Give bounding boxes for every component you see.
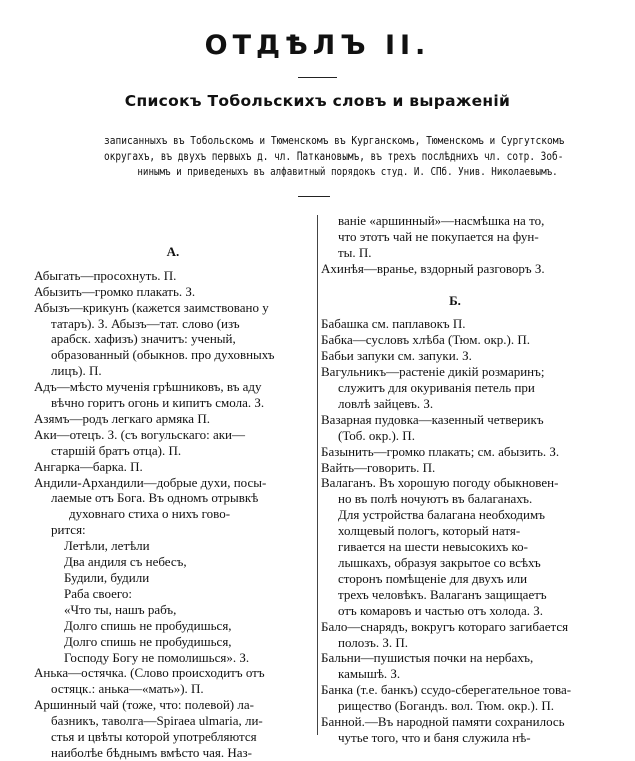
dictionary-line: Вагульникъ—растеніе дикій розмаринъ;	[321, 364, 545, 380]
dictionary-line: Бабка—сусловъ хлѣба (Тюм. окр.). П.	[321, 332, 530, 348]
dictionary-line: Бальни—пушистыя почки на нербахъ,	[321, 650, 534, 666]
dictionary-line: лаемые отъ Бога. Въ одномъ отрывкѣ	[51, 490, 259, 506]
dictionary-line: Абызъ—крикунъ (кажется заимствовано у	[34, 299, 269, 315]
dictionary-line: ты. П.	[338, 244, 372, 260]
dictionary-line: Бабьи запуки см. запуки. З.	[321, 348, 472, 364]
dictionary-line: остяцк.: анька—«мать»). П.	[51, 681, 204, 697]
spacer	[321, 308, 589, 316]
dictionary-line: Валаганъ. Въ хорошую погоду обыкновен-	[321, 475, 559, 491]
dictionary-line: Аршинный чай (тоже, что: полевой) ла-	[34, 697, 254, 713]
dictionary-line: Будили, будили	[64, 570, 150, 586]
dictionary-line: Вазарная пудовка—казенный четверикъ	[321, 411, 544, 427]
dictionary-line: Долго спишь не пробудишься,	[64, 633, 232, 649]
dictionary-line: рищество (Богандъ. вол. Тюм. окр.). П.	[338, 698, 554, 714]
dictionary-line: Абыгать—просохнуть. П.	[34, 267, 177, 283]
dictionary-line: наиболѣе бѣднымъ вмѣсто чая. Наз-	[51, 744, 253, 760]
dictionary-line: Андили-Архандили—добрые духи, посы-	[34, 474, 267, 490]
dictionary-line: чутье того, что и баня служила нѣ-	[338, 729, 531, 745]
column-divider	[317, 215, 318, 735]
dictionary-line: Банной.—Въ народной памяти сохранилось	[321, 714, 565, 730]
intro-paragraph	[104, 134, 564, 179]
letter-heading: Б.	[449, 292, 461, 308]
dictionary-line: базникъ, таволга—Spiraea ulmaria, ли-	[51, 713, 263, 729]
dictionary-line: Адъ—мѣсто мученія грѣшниковъ, въ аду	[34, 379, 262, 395]
dictionary-line: отъ комаровъ и частью отъ холода. З.	[338, 602, 544, 618]
dictionary-line: ловлѣ зайцевъ. З.	[338, 395, 434, 411]
dictionary-line: Банка (т.е. банкъ) ссудо-сберегательное това-	[321, 682, 572, 698]
dictionary-line: стья и цвѣты которой употребляются	[51, 729, 257, 745]
spacer	[34, 260, 312, 268]
dictionary-line: трехъ человѣкъ. Валаганъ защищаетъ	[338, 586, 547, 602]
letter-heading: А.	[166, 243, 180, 259]
intro-line: нинымъ и приведеныхъ въ алфавитный порядокъ студ. И. СПб. Унив. Николаевымъ.	[137, 165, 558, 178]
dictionary-line: что этотъ чай не покупается на фун-	[338, 228, 539, 244]
dictionary-line: арабск. хафизъ) значитъ: ученый,	[51, 331, 236, 347]
dictionary-line: старшій братъ отца). П.	[51, 442, 182, 458]
title-rule	[298, 77, 337, 78]
dictionary-line: но въ полѣ ночуютъ въ балаганахъ.	[338, 491, 533, 507]
intro-line: округахъ, въ двухъ первыхъ д. чл. Паткановымъ, въ трехъ послѣднихъ чл. сотр. Зоб-	[104, 150, 564, 163]
dictionary-line: лышкахъ, образуя закрытое со всѣхъ	[338, 555, 541, 571]
dictionary-line: Азямъ—родъ легкаго армяка П.	[34, 410, 210, 426]
dictionary-line: Базынить—громко плакать; см. абызить. З.	[321, 443, 560, 459]
dictionary-line: служитъ для окуриванія петель при	[338, 380, 535, 396]
dictionary-line: Вайть—говорить. П.	[321, 459, 436, 475]
dictionary-line: лицъ). П.	[51, 363, 102, 379]
dictionary-line: Анька—остячка. (Слово происходитъ отъ	[34, 665, 265, 681]
dictionary-line: рится:	[51, 522, 86, 538]
dictionary-line: Ангарка—барка. П.	[34, 458, 143, 474]
dictionary-line: Раба своего:	[64, 585, 133, 601]
spacer	[34, 228, 312, 244]
intro-line: записанныхъ въ Тобольскомъ и Тюменскомъ въ Курганскомъ, Тюменскомъ и Сургутскомъ	[104, 135, 565, 147]
dictionary-line: Аки—отецъ. З. (съ вогульскаго: аки—	[34, 426, 246, 442]
dictionary-line: Бабашка см. паплавокъ П.	[321, 316, 466, 332]
dictionary-line: вѣчно горитъ огонь и кипитъ смола. З.	[51, 395, 265, 411]
dictionary-line: гивается на шести невысокихъ ко-	[338, 539, 528, 555]
dictionary-line: ваніе «аршинный»—насмѣшка на то,	[338, 213, 545, 228]
dictionary-line: холщевый пологъ, который натя-	[338, 523, 521, 539]
dictionary-line: (Тоб. окр.). П.	[338, 427, 415, 443]
dictionary-line: «Что ты, нашъ рабъ,	[64, 601, 177, 617]
dictionary-line: Абызить—громко плакать. З.	[34, 283, 196, 299]
dictionary-line: Бало—снарядъ, вокругъ котораго загибается	[321, 618, 569, 634]
dictionary-line: Ахинѣя—вранье, вздорный разговоръ З.	[321, 260, 545, 276]
dictionary-line: Для устройства балагана необходимъ	[338, 507, 545, 523]
dictionary-line: Летѣли, летѣли	[64, 538, 150, 554]
dictionary-line: духовнаго стиха о нихъ гово-	[69, 506, 231, 522]
right-column	[321, 213, 589, 746]
dictionary-line: камышѣ. З.	[338, 666, 401, 682]
dictionary-line: Долго спишь не пробудишься,	[64, 617, 232, 633]
dictionary-line: Господу Богу не помолишься». З.	[64, 649, 250, 665]
section-title: ОТДѢЛЪ II.	[204, 30, 431, 61]
dictionary-line: татаръ). З. Абызъ—тат. слово (изъ	[51, 315, 240, 331]
dictionary-line: полозъ. З. П.	[338, 634, 409, 650]
left-column	[34, 228, 312, 761]
dictionary-line: Два андиля съ небесъ,	[64, 554, 187, 570]
dictionary-line: образованный (обыкнов. про духовныхъ	[51, 347, 275, 363]
dictionary-line: сторонъ помѣщеніе для двухъ или	[338, 570, 528, 586]
spacer	[321, 277, 589, 293]
intro-rule	[298, 196, 330, 197]
list-heading: Списокъ Тобольскихъ словъ и выраженій	[124, 92, 511, 110]
